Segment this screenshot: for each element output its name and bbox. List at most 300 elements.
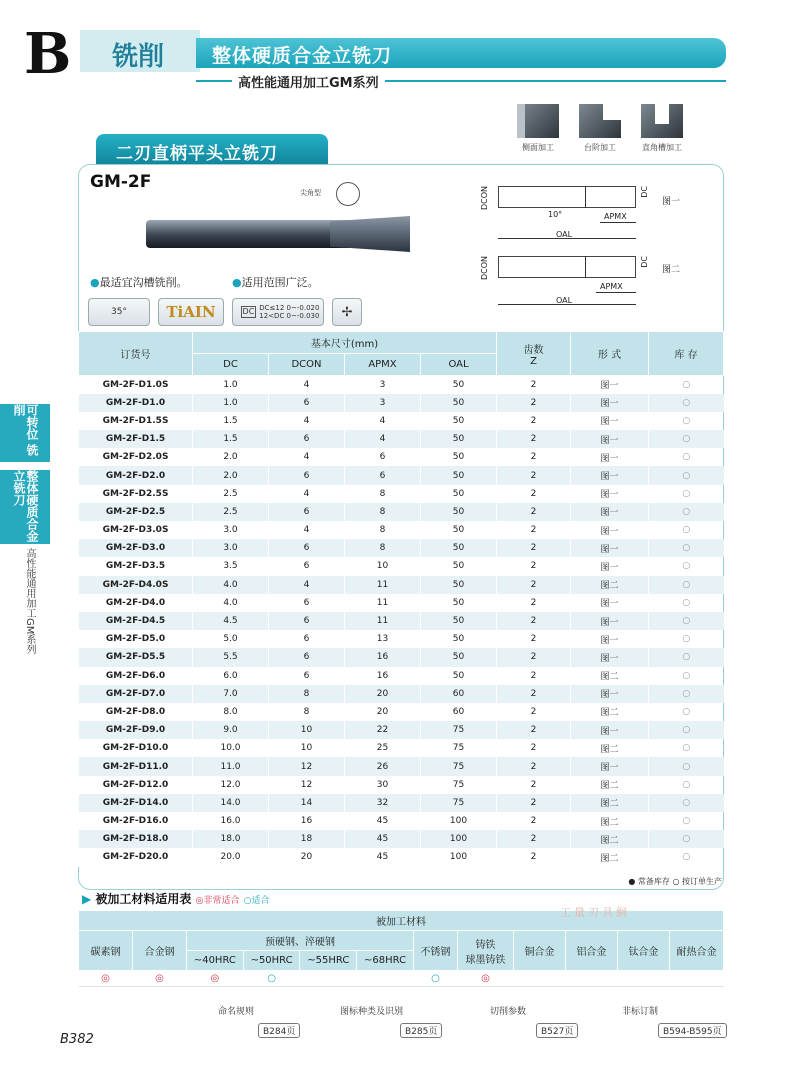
order-code: GM-2F-D9.0	[79, 721, 193, 739]
page-subtitle: 高性能通用加工GM系列	[232, 72, 385, 91]
table-row	[79, 757, 724, 775]
stock-value: ○	[649, 685, 724, 703]
mat-col-hardened-steel: 预硬钢、淬硬钢	[187, 931, 414, 951]
form-value: 图一	[571, 376, 649, 394]
stock-value: ○	[649, 703, 724, 721]
stock-value: ○	[649, 557, 724, 575]
page-title: 整体硬质合金立铣刀	[212, 45, 393, 67]
form-value: 图一	[571, 648, 649, 666]
dcon-value: 6	[269, 667, 345, 685]
oal-value: 50	[421, 466, 497, 484]
table-row	[79, 521, 724, 539]
dcon-value: 4	[269, 376, 345, 394]
col-oal: OAL	[421, 354, 497, 376]
order-code: GM-2F-D1.5	[79, 430, 193, 448]
product-model: GM-2F	[90, 172, 152, 192]
step-milling-icon	[579, 104, 621, 138]
z-value: 2	[497, 721, 571, 739]
stock-value: ○	[649, 757, 724, 775]
dc-value: 18.0	[193, 830, 269, 848]
apmx-value: 8	[345, 485, 421, 503]
order-code: GM-2F-D3.5	[79, 557, 193, 575]
z-value: 2	[497, 612, 571, 630]
z-value: 2	[497, 521, 571, 539]
oal-value: 50	[421, 503, 497, 521]
form-value: 图一	[571, 394, 649, 412]
table-row	[79, 612, 724, 630]
table-row	[79, 739, 724, 757]
form-value: 图二	[571, 703, 649, 721]
z-value: 2	[497, 739, 571, 757]
form-value: 图二	[571, 776, 649, 794]
mat-col-stainless: 不锈钢	[413, 931, 457, 971]
apmx-value: 25	[345, 739, 421, 757]
hrc-40: ~40HRC	[187, 951, 244, 971]
order-code: GM-2F-D5.0	[79, 630, 193, 648]
stock-value: ○	[649, 739, 724, 757]
stock-value: ○	[649, 648, 724, 666]
oal-value: 75	[421, 757, 497, 775]
col-base-size: 基本尺寸(mm)	[193, 332, 497, 354]
apmx-value: 16	[345, 667, 421, 685]
dcon-value: 6	[269, 539, 345, 557]
bullet-icon: ●	[90, 276, 100, 289]
form-value: 图二	[571, 739, 649, 757]
page-number: B382	[60, 1032, 94, 1047]
product-banner-title: 二刃直柄平头立铣刀	[116, 144, 278, 164]
oal-value: 100	[421, 830, 497, 848]
stock-value: ○	[649, 430, 724, 448]
dcon-value: 6	[269, 630, 345, 648]
stock-value: ○	[649, 612, 724, 630]
table-row	[79, 594, 724, 612]
figure-1-label: 图一	[662, 197, 681, 207]
mat-col-heat-resistant: 耐热合金	[669, 931, 723, 971]
materials-title-text: 被加工材料适用表	[95, 892, 192, 906]
dcon-value: 4	[269, 485, 345, 503]
z-value: 2	[497, 430, 571, 448]
form-value: 图一	[571, 612, 649, 630]
apmx-value: 11	[345, 594, 421, 612]
z-value: 2	[497, 830, 571, 848]
spec-table	[78, 331, 724, 867]
z-value: 2	[497, 539, 571, 557]
z-value: 2	[497, 630, 571, 648]
dcon-value: 6	[269, 466, 345, 484]
form-value: 图二	[571, 667, 649, 685]
form-value: 图一	[571, 412, 649, 430]
stock-value: ○	[649, 594, 724, 612]
z-value: 2	[497, 757, 571, 775]
z-value: 2	[497, 776, 571, 794]
oal-value: 50	[421, 594, 497, 612]
stock-value: ○	[649, 830, 724, 848]
material-mark: ○	[413, 971, 457, 987]
oal-value: 50	[421, 485, 497, 503]
material-mark: ◎	[133, 971, 187, 987]
stock-value: ○	[649, 376, 724, 394]
table-row	[79, 648, 724, 666]
dcon-value: 6	[269, 503, 345, 521]
ref-custom[interactable]: 非标订制 B594-B595页	[622, 1004, 727, 1038]
stock-value: ○	[649, 394, 724, 412]
col-code: 订货号	[79, 332, 193, 376]
apmx-value: 45	[345, 848, 421, 866]
order-code: GM-2F-D14.0	[79, 794, 193, 812]
stock-value: ○	[649, 485, 724, 503]
helix-angle-icon: 35°	[88, 298, 150, 326]
apmx-value: 8	[345, 503, 421, 521]
oal-value: 75	[421, 739, 497, 757]
order-code: GM-2F-D2.5	[79, 503, 193, 521]
table-row	[79, 448, 724, 466]
stock-value: ○	[649, 521, 724, 539]
dcon-value: 6	[269, 648, 345, 666]
side-tab-indexable[interactable]: 可转位 铣削	[0, 404, 50, 462]
form-value: 图一	[571, 685, 649, 703]
end-mill-flute	[330, 216, 410, 252]
z-value: 2	[497, 376, 571, 394]
apmx-value: 13	[345, 630, 421, 648]
stock-value: ○	[649, 848, 724, 866]
feature-2: ●适用范围广泛。	[232, 276, 319, 289]
z-value: 2	[497, 448, 571, 466]
z-value: 2	[497, 394, 571, 412]
order-code: GM-2F-D18.0	[79, 830, 193, 848]
form-value: 图二	[571, 576, 649, 594]
dcon-value: 10	[269, 721, 345, 739]
material-mark: ◎	[457, 971, 513, 987]
icon-badges	[88, 298, 362, 326]
dc-value: 20.0	[193, 848, 269, 866]
form-value: 图一	[571, 521, 649, 539]
apmx-value: 16	[345, 648, 421, 666]
oal-value: 50	[421, 576, 497, 594]
material-mark: ○	[243, 971, 300, 987]
col-form: 形 式	[571, 332, 649, 376]
dcon-value: 6	[269, 430, 345, 448]
apmx-value: 8	[345, 539, 421, 557]
side-tab-solid-carbide[interactable]: 整体硬质合金立铣刀	[0, 470, 50, 544]
mat-col-alloy-steel: 合金钢	[133, 931, 187, 971]
order-code: GM-2F-D3.0	[79, 539, 193, 557]
order-code: GM-2F-D4.5	[79, 612, 193, 630]
mat-col-aluminum: 铝合金	[565, 931, 617, 971]
dcon-value: 4	[269, 576, 345, 594]
process-label: 台阶加工	[584, 143, 616, 152]
form-value: 图一	[571, 757, 649, 775]
order-code: GM-2F-D10.0	[79, 739, 193, 757]
table-row	[79, 721, 724, 739]
oal-value: 50	[421, 557, 497, 575]
stock-value: ○	[649, 812, 724, 830]
dcon-value: 16	[269, 812, 345, 830]
table-row	[79, 630, 724, 648]
material-mark	[300, 971, 357, 987]
order-code: GM-2F-D2.0S	[79, 448, 193, 466]
oal-value: 100	[421, 812, 497, 830]
dc-value: 4.0	[193, 576, 269, 594]
triangle-icon: ▶	[82, 892, 92, 906]
oal-value: 60	[421, 685, 497, 703]
z-value: 2	[497, 594, 571, 612]
oal-value: 75	[421, 776, 497, 794]
dc-value: 3.5	[193, 557, 269, 575]
form-value: 图二	[571, 830, 649, 848]
stock-value: ○	[649, 503, 724, 521]
col-stock: 库 存	[649, 332, 724, 376]
oal-label: OAL	[556, 296, 573, 305]
order-code: GM-2F-D6.0	[79, 667, 193, 685]
apmx-value: 32	[345, 794, 421, 812]
form-value: 图二	[571, 848, 649, 866]
oal-value: 75	[421, 721, 497, 739]
material-mark	[565, 971, 617, 987]
dc-value: 6.0	[193, 667, 269, 685]
z-value: 2	[497, 412, 571, 430]
dc-value: 1.0	[193, 394, 269, 412]
table-row	[79, 667, 724, 685]
dcon-value: 6	[269, 557, 345, 575]
materials-title	[82, 890, 270, 907]
figure-2-label: 图二	[662, 265, 681, 275]
stock-value: ○	[649, 539, 724, 557]
order-code: GM-2F-D1.0S	[79, 376, 193, 394]
dcon-value: 4	[269, 521, 345, 539]
apmx-value: 3	[345, 376, 421, 394]
dc-value: 11.0	[193, 757, 269, 775]
dc-value: 2.5	[193, 503, 269, 521]
apmx-value: 4	[345, 412, 421, 430]
order-code: GM-2F-D12.0	[79, 776, 193, 794]
dc-value: 3.0	[193, 539, 269, 557]
dcon-value: 8	[269, 685, 345, 703]
legend-very-suitable: ◎非常适合	[195, 896, 240, 906]
col-apmx: APMX	[345, 354, 421, 376]
apmx-value: 22	[345, 721, 421, 739]
order-code: GM-2F-D4.0	[79, 594, 193, 612]
apmx-label: APMX	[600, 282, 623, 291]
dc-value: 16.0	[193, 812, 269, 830]
apmx-value: 45	[345, 812, 421, 830]
z-value: 2	[497, 848, 571, 866]
apmx-label: APMX	[604, 212, 627, 221]
stock-legend: ● 常备库存 ○ 按订单生产	[628, 877, 722, 886]
z-value: 2	[497, 648, 571, 666]
mat-col-copper: 铜合金	[513, 931, 565, 971]
form-value: 图一	[571, 485, 649, 503]
materials-marks-row	[79, 971, 724, 987]
hrc-68: ~68HRC	[357, 951, 414, 971]
oal-value: 50	[421, 430, 497, 448]
apmx-value: 20	[345, 685, 421, 703]
col-dcon: DCON	[269, 354, 345, 376]
z-value: 2	[497, 685, 571, 703]
dc-value: 12.0	[193, 776, 269, 794]
table-row	[79, 485, 724, 503]
stock-value: ○	[649, 721, 724, 739]
dc-value: 7.0	[193, 685, 269, 703]
oal-value: 50	[421, 448, 497, 466]
apmx-value: 45	[345, 830, 421, 848]
process-side-milling	[508, 104, 568, 153]
corner-callout-label: 尖角型	[300, 189, 321, 197]
oal-value: 50	[421, 521, 497, 539]
form-value: 图一	[571, 594, 649, 612]
z-value: 2	[497, 557, 571, 575]
apmx-value: 8	[345, 521, 421, 539]
material-mark	[513, 971, 565, 987]
dc-value: 14.0	[193, 794, 269, 812]
mat-col-cast-iron: 铸铁 球墨铸铁	[457, 931, 513, 971]
table-row	[79, 576, 724, 594]
oal-value: 50	[421, 539, 497, 557]
z-value: 2	[497, 812, 571, 830]
section-letter: B	[24, 21, 72, 87]
order-code: GM-2F-D7.0	[79, 685, 193, 703]
hrc-50: ~50HRC	[243, 951, 300, 971]
order-code: GM-2F-D1.0	[79, 394, 193, 412]
hrc-55: ~55HRC	[300, 951, 357, 971]
process-slot-milling	[632, 104, 692, 153]
dcon-value: 10	[269, 739, 345, 757]
dcon-value: 6	[269, 612, 345, 630]
z-value: 2	[497, 703, 571, 721]
dc-value: 2.5	[193, 485, 269, 503]
dc-label: DC	[640, 256, 649, 268]
tol-line-1: DC≤12 0~-0.020	[259, 304, 320, 312]
table-row	[79, 412, 724, 430]
materials-group-header: 被加工材料	[79, 911, 724, 931]
form-value: 图一	[571, 630, 649, 648]
material-mark	[669, 971, 723, 987]
dc-value: 2.0	[193, 466, 269, 484]
order-code: GM-2F-D8.0	[79, 703, 193, 721]
table-row	[79, 830, 724, 848]
material-mark: ◎	[79, 971, 133, 987]
ref-cutting-params[interactable]: 切削参数 B527页	[490, 1004, 578, 1038]
apmx-value: 30	[345, 776, 421, 794]
dc-value: 5.5	[193, 648, 269, 666]
mat-col-titanium: 钛合金	[617, 931, 669, 971]
stock-value: ○	[649, 448, 724, 466]
dcon-label: DCON	[480, 186, 489, 211]
table-row	[79, 703, 724, 721]
oal-value: 60	[421, 703, 497, 721]
table-row	[79, 539, 724, 557]
oal-value: 50	[421, 612, 497, 630]
order-code: GM-2F-D2.5S	[79, 485, 193, 503]
coating-icon: TiAIN	[158, 298, 224, 326]
material-mark	[617, 971, 669, 987]
dcon-value: 6	[269, 594, 345, 612]
apmx-value: 20	[345, 703, 421, 721]
tol-line-2: 12<DC 0~-0.030	[259, 312, 320, 320]
flute-count-icon: ✢	[332, 298, 362, 326]
oal-value: 50	[421, 648, 497, 666]
table-row	[79, 812, 724, 830]
table-row	[79, 466, 724, 484]
table-row	[79, 376, 724, 394]
dc-value: 2.0	[193, 448, 269, 466]
dc-value: 8.0	[193, 703, 269, 721]
stock-value: ○	[649, 466, 724, 484]
tolerance-icon	[232, 298, 324, 326]
order-code: GM-2F-D5.5	[79, 648, 193, 666]
z-value: 2	[497, 794, 571, 812]
dcon-value: 14	[269, 794, 345, 812]
stock-value: ○	[649, 794, 724, 812]
form-value: 图一	[571, 430, 649, 448]
z-value: 2	[497, 485, 571, 503]
apmx-value: 11	[345, 612, 421, 630]
table-row	[79, 776, 724, 794]
material-mark	[357, 971, 414, 987]
dcon-value: 6	[269, 394, 345, 412]
form-value: 图一	[571, 557, 649, 575]
apmx-value: 3	[345, 394, 421, 412]
dc-value: 1.5	[193, 412, 269, 430]
dcon-value: 8	[269, 703, 345, 721]
table-row	[79, 430, 724, 448]
stock-value: ○	[649, 630, 724, 648]
z-value: 2	[497, 503, 571, 521]
material-mark: ◎	[187, 971, 244, 987]
form-value: 图一	[571, 448, 649, 466]
form-value: 图二	[571, 812, 649, 830]
dc-value: 3.0	[193, 521, 269, 539]
dcon-value: 12	[269, 757, 345, 775]
order-code: GM-2F-D3.0S	[79, 521, 193, 539]
angle-label: 10°	[548, 210, 563, 219]
apmx-value: 4	[345, 430, 421, 448]
dc-value: 1.0	[193, 376, 269, 394]
slot-milling-icon	[641, 104, 683, 138]
corner-callout-circle	[336, 182, 360, 206]
watermark: 工量刃具網	[560, 906, 630, 919]
mat-col-carbon-steel: 碳素钢	[79, 931, 133, 971]
form-value: 图一	[571, 539, 649, 557]
oal-value: 50	[421, 667, 497, 685]
oal-label: OAL	[556, 230, 573, 239]
oal-value: 50	[421, 394, 497, 412]
table-row	[79, 685, 724, 703]
process-step-milling	[570, 104, 630, 153]
dc-value: 4.5	[193, 612, 269, 630]
process-label: 侧面加工	[522, 143, 554, 152]
order-code: GM-2F-D1.5S	[79, 412, 193, 430]
apmx-value: 11	[345, 576, 421, 594]
oal-value: 50	[421, 376, 497, 394]
dc-label: DC	[640, 186, 649, 198]
category-label: 铣削	[112, 42, 165, 72]
order-code: GM-2F-D20.0	[79, 848, 193, 866]
stock-value: ○	[649, 576, 724, 594]
form-value: 图一	[571, 503, 649, 521]
feature-1: ●最适宜沟槽铣削。	[90, 276, 188, 289]
table-row	[79, 848, 724, 866]
apmx-value: 10	[345, 557, 421, 575]
ref-naming[interactable]: 命名规则 B284页	[218, 1004, 300, 1038]
table-row	[79, 394, 724, 412]
ref-icons[interactable]: 图标种类及识别 B285页	[340, 1004, 442, 1038]
dc-value: 1.5	[193, 430, 269, 448]
bullet-icon: ●	[232, 276, 242, 289]
apmx-value: 6	[345, 466, 421, 484]
dc-value: 10.0	[193, 739, 269, 757]
form-value: 图一	[571, 466, 649, 484]
side-milling-icon	[517, 104, 559, 138]
